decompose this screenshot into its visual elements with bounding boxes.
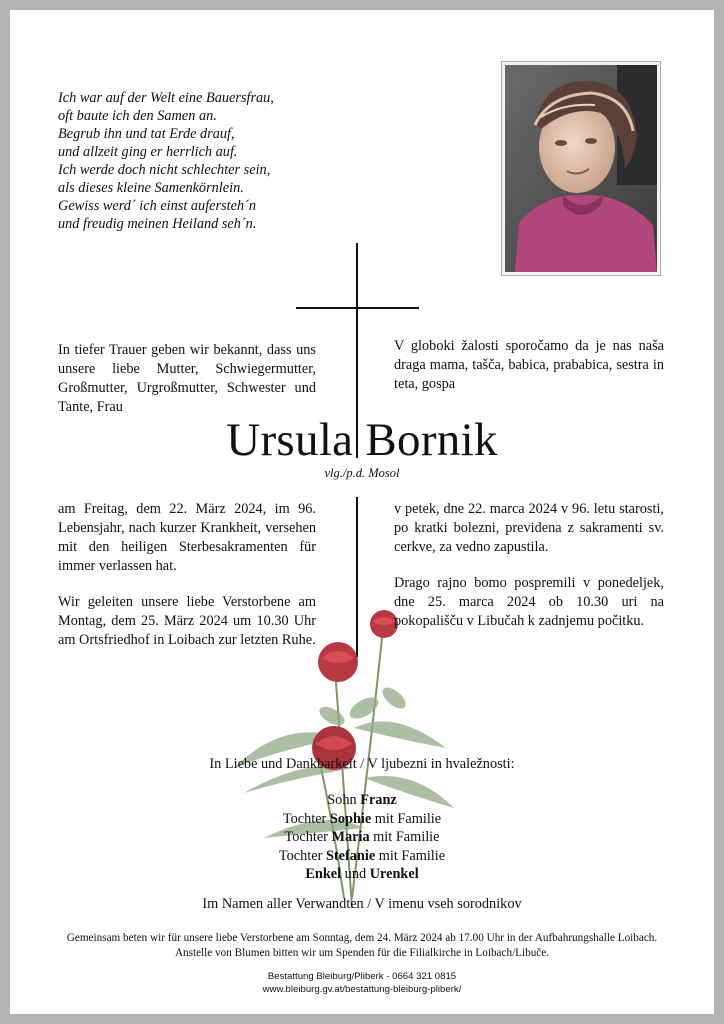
poem-line: Ich war auf der Welt eine Bauersfrau,: [58, 90, 274, 106]
poem-line: oft baute ich den Samen an.: [58, 108, 217, 124]
poem: [58, 89, 358, 233]
german-text-block: [58, 500, 316, 667]
intro-slovenian: V globoki žalosti sporočamo da je nas naša draga mama, tašča, babica, prababica, sestra in teta, gospa: [394, 338, 664, 392]
poem-line: und freudig meinen Heiland seh´n.: [58, 216, 257, 232]
deceased-name: Ursula Bornik: [226, 414, 498, 466]
poem-line: Gewiss werd´ ich einst aufersteh´n: [58, 198, 257, 214]
deceased-nickname: vlg./p.d. Mosol: [324, 466, 400, 480]
relatives-line: Im Namen aller Verwandten / V imenu vseh sorodnikov: [202, 896, 522, 912]
funeral-info-slovenian: Drago rajno bomo pospremili v ponedeljek, dne 25. marca 2024 ob 10.30 uri na pokopališču v Libučah k zadnjemu počitku.: [394, 575, 664, 629]
slovenian-text-block: [394, 500, 664, 648]
poem-line: Ich werde doch nicht schlechter sein,: [58, 162, 271, 178]
donation-info: Anstelle von Blumen bitten wir um Spenden für die Filialkirche in Loibach/Libuče.: [174, 947, 550, 959]
family-member: Tochter Sophie mit Familie: [282, 810, 442, 827]
intro-german: In tiefer Trauer geben wir bekannt, dass uns unsere liebe Mutter, Schwiegermutter, Großmutter, Urgroßmutter, Schwester und Tante, Frau: [58, 342, 316, 415]
portrait-image: [505, 65, 657, 272]
undertaker-website: www.bleiburg.gv.at/bestattung-bleiburg-pliberk/: [262, 984, 462, 995]
family-member: Tochter Stefanie mit Familie: [278, 847, 446, 864]
gratitude-line: In Liebe und Dankbarkeit / V ljubezni in hvaležnosti:: [209, 756, 515, 772]
family-member: Tochter Maria mit Familie: [284, 829, 440, 845]
death-announcement-slovenian: v petek, dne 22. marca 2024 v 96. letu starosti, po kratki bolezni, previdena z sakramenti sv. cerkve, za vedno zapustila.: [394, 501, 664, 555]
funeral-info-german: Wir geleiten unsere liebe Verstorbene am Montag, dem 25. März 2024 um 10.30 Uhr am Ortsfriedhof in Loibach zur letzten Ruhe.: [58, 594, 316, 648]
family-member: Sohn Franz: [327, 792, 397, 808]
family-grandchildren: Enkel und Urenkel: [305, 866, 419, 882]
portrait-photo: [501, 61, 661, 276]
cross-horizontal: [296, 307, 419, 309]
obituary-sheet: [10, 10, 714, 1014]
undertaker-contact: Bestattung Bleiburg/Pliberk - 0664 321 0815: [267, 971, 457, 982]
family-list: [10, 791, 714, 884]
poem-line: als dieses kleine Samenkörnlein.: [58, 180, 244, 196]
poem-line: und allzeit ging er herrlich auf.: [58, 144, 238, 160]
death-announcement-german: am Freitag, dem 22. März 2024, im 96. Lebensjahr, nach kurzer Krankheit, versehen mit den heiligen Sterbesakramenten für immer verlassen hat.: [58, 501, 316, 574]
poem-line: Begrub ihn und tat Erde drauf,: [58, 126, 235, 142]
prayer-info: Gemeinsam beten wir für unsere liebe Verstorbene am Sonntag, dem 24. März 2024 ab 17.00 Uhr in der Aufbahrungshalle Loibach.: [66, 932, 658, 944]
